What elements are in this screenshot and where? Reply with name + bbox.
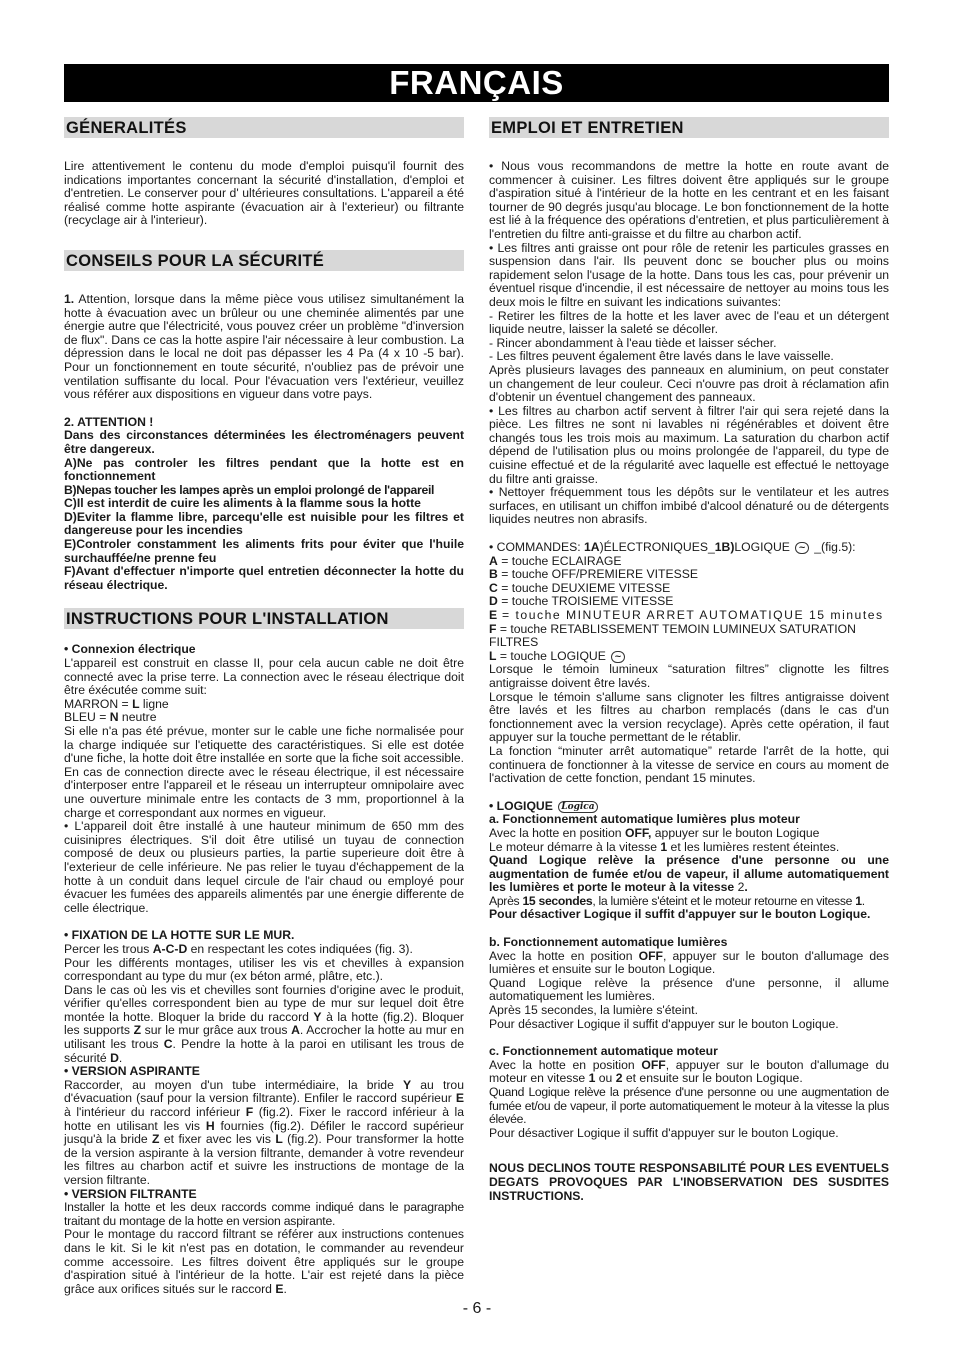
- fixation-3: [64, 984, 464, 1066]
- aspirante-6: et fixer avec les vis: [159, 1132, 276, 1147]
- aspirante-2: au trou d'évacuation (sauf pour la version filtrante). Enfiler le raccord supérieur: [64, 1077, 464, 1106]
- logique-c1-speed1: 1: [588, 1071, 596, 1086]
- section-generalites: [64, 117, 464, 228]
- securite-p1-text: Attention, lorsque dans la même pièce vous utilisez simultanément la hotte à évacuation avec un brûleur ou une cheminée alimentés par une énergie autre que l'électricité, vous pouvez créer un problème "d'inversion de flux". Dans ce cas la hotte aspire l'air nécessaire à leur combustion. La dépression dans le local ne doit pas dépasser les 4 Pa (4 x 10 -5 bar). Pour un fonctionnement en toute sécurité, n'oubliez pas de prévoir une ventilation suffisante du local. Pour l'évacuation vers l'extérieur, veuillez vous référer aux dispositions en vigueur dans votre pays.: [64, 291, 464, 402]
- wire-marron-label: MARRON =: [64, 696, 133, 711]
- filtrante-2-end: .: [283, 1281, 287, 1296]
- logique-a2-c: et les lumières restent éteintes.: [667, 839, 840, 854]
- aspirante-f: F: [245, 1105, 254, 1120]
- logique-b1: [489, 950, 889, 977]
- securite-p2-a: A)Ne pas controler les filtres pendant que la hotte est en fonctionnement: [64, 455, 464, 484]
- touche-d-desc: = touche TROISIEME VITESSE: [497, 594, 674, 609]
- logique-a3-end: .: [744, 880, 748, 895]
- page-number: - 6 -: [462, 1300, 492, 1317]
- commandes-label: • COMMANDES:: [489, 540, 585, 555]
- commandes-logique: LOGIQUE: [734, 540, 794, 555]
- logique-title: [489, 800, 889, 814]
- aspirante-z: Z: [152, 1132, 160, 1147]
- commandes-1b: 1B): [714, 540, 735, 555]
- section-installation: [64, 608, 464, 1296]
- aspirante-l: L: [275, 1132, 283, 1147]
- logique-b1-a: Avec la hotte en position: [489, 948, 639, 963]
- logique-c1-speed2: 2: [615, 1071, 623, 1086]
- filtrante-2-e: E: [275, 1281, 284, 1296]
- fixation-1-c: en respectant les cotes indiquées (fig. 3).: [187, 941, 413, 956]
- logique-title-text: • LOGIQUE: [489, 798, 557, 813]
- logique-a4-a: Après: [489, 893, 523, 908]
- securite-p2-title: 2. ATTENTION !: [64, 414, 154, 429]
- generalites-text: Lire attentivement le contenu du mode d'emploi puisqu'il fournit des indications importantes concernant la sécurité d'installation, d'emploi et d'entretien. Le conserver pour d' ultérieures consultations. L'appareil a été réalisé comme hotte aspirante (évacuation air à l'exterieur) ou filtrante (recyclage air à l'interieur).: [64, 159, 464, 228]
- disclaimer: NOUS DECLINOS TOUTE RESPONSABILITÉ POUR LES EVENTUELS DEGATS PROVOQUES PAR L'INOBSERVATION DES SUSDITES INSTRUCTIONS.: [489, 1161, 889, 1203]
- wire-bleu-desc: neutre: [118, 710, 157, 725]
- connexion-text2: Si elle n'a pas été prévue, monter sur le cable une fiche normalisée pour la charge indiquée sur l'etiquette des caractéristiques. Si elle est dotée d'une fiche, la hotte doit être installée en sorte que la fiche soit accessible. En cas de connection directe avec le réseau électrique, il est nécessaire d'interposer entre l'appareil et le réseau un interrupteur omnipolaire avec une ouverture minimale entre les contacts de 3 mm, proportionnel à la charge et correspondant aux normes en vigueur.: [64, 724, 465, 820]
- logique-c2: Quand Logique relève la présence d'une personne ou une augmentation de fumée et/ou de vapeur, il porte automatiquement le moteur à la vitesse la plus élevée.: [489, 1085, 889, 1127]
- fixation-3-aa: A: [291, 1023, 300, 1038]
- emploi-5: - Les filtres peuvent également être lavés dans le lave vaisselle.: [489, 349, 834, 364]
- emploi-8: • Nettoyer fréquemment tous les dépôts sur le ventilateur et les autres surfaces, en utilisant un chiffon imbibé d'alcool dénaturé ou de détergents liquides neutres non abrasifs.: [489, 485, 889, 527]
- logique-a4: [489, 895, 889, 909]
- emploi-4: - Rincer abondamment à l'eau tiède et laisser sécher.: [489, 335, 777, 350]
- wire-bleu-letter: N: [109, 710, 119, 725]
- securite-p2-c: C)Il est interdit de cuire les aliments à la flamme sous la hotte: [64, 496, 421, 511]
- securite-p2-e: E)Controler constamment les aliments frits pour éviter que l'huile surchauffée/ne prenne feu: [64, 537, 464, 565]
- logique-a2: [489, 841, 889, 855]
- logique-a1-off: OFF,: [624, 825, 652, 840]
- logique-c1-off: OFF: [641, 1057, 666, 1072]
- logique-b4: Pour désactiver Logique il suffit d'appuyer sur le bouton Logique.: [489, 1016, 839, 1031]
- logica-icon: Logica: [558, 801, 597, 813]
- securite-p2-b: B)Nepas toucher les lampes après un emploi prolongé de l'appareil: [64, 482, 435, 497]
- logique-a-title: a. Fonctionnement automatique lumières plus moteur: [489, 812, 800, 827]
- aspirante-y: Y: [403, 1077, 412, 1092]
- left-column: [64, 117, 464, 1296]
- logique-c-title: c. Fonctionnement automatique moteur: [489, 1044, 718, 1059]
- securite-p2-f: F)Avant d'effectuer n'importe quel entretien déconnecter la hotte du réseau électrique.: [64, 564, 464, 592]
- securite-p1-num: 1.: [64, 291, 75, 306]
- emploi-6: Après plusieurs lavages des panneaux en aluminium, on peut constater un changement de leur couleur. Ceci n'ouvre pas droit à réclamation afin d'obtenir un éventuel changement des panneaux.: [489, 362, 889, 405]
- heading-securite: CONSEILS POUR LA SÉCURITÉ: [64, 250, 464, 271]
- fixation-3-b: à la hotte (fig.2). Bloquer les supports: [64, 1009, 464, 1038]
- fixation-3-a: Dans le cas où les vis et chevilles sont fournies d'origine avec le produit, vérifier qu'elles correspondent bien au type de mur sur lequel doit être montée la hotte. Bloquer la bride du raccord: [64, 982, 464, 1024]
- touche-f-letter: F: [489, 621, 497, 636]
- logique-b1-off: OFF: [638, 948, 663, 963]
- touche-e-letter: E: [489, 608, 498, 622]
- logique-b-title: b. Fonctionnement automatique lumières: [489, 935, 728, 950]
- logique-c1-c: , appuyer sur le bouton d'allumage du moteur en vitesse: [489, 1057, 889, 1086]
- fixation-1-a: Percer les trous: [64, 941, 153, 956]
- aspirante-title: • VERSION ASPIRANTE: [64, 1064, 200, 1079]
- logique-c1-g: et ensuite sur le bouton Logique.: [622, 1071, 803, 1086]
- logique-a4-end: .: [861, 893, 865, 908]
- touche-e-desc: = touche MINUTEUR ARRET AUTOMATIQUE 15 minutes: [497, 608, 884, 622]
- touche-a: [489, 555, 889, 569]
- logique-c3: Pour désactiver Logique il suffit d'appuyer sur le bouton Logique.: [489, 1125, 839, 1140]
- logique-a4-seconds: 15 secondes: [522, 893, 593, 908]
- logique-a1: [489, 827, 889, 841]
- logique-c1-ou: ou: [595, 1071, 616, 1086]
- aspirante-4: (fig.2). Fixer le raccord inférieur à la hotte en utilisant les vis: [64, 1105, 464, 1133]
- section-emploi: [489, 117, 889, 1203]
- logique-b2: Quand Logique relève la présence d'une personne, il allume automatiquement les lumières.: [489, 975, 889, 1004]
- wire-marron-letter: L: [132, 696, 140, 711]
- aspirante-e: E: [455, 1091, 464, 1106]
- fixation-3-d: . Accrocher la hotte au mur en utilisant les trous: [64, 1023, 464, 1052]
- touche-f: [489, 623, 889, 650]
- aspirante-7: (fig.2). Pour transformer la hotte de la version aspirante à la version filtrante, demander à votre revendeur les filtres au charbon actif et suivre les instructions de montage de la version filtrante.: [64, 1132, 464, 1187]
- touche-b-letter: B: [489, 567, 498, 582]
- temoin-3: La fonction “minuter arrêt automatique” retarde l'arrêt de la hotte, qui continuera de fonctionner à la vitesse de service en cours au moment de l'activation de cette fonction, pendant 15 minutes.: [489, 743, 889, 786]
- commandes-fig: _(fig.5):: [810, 540, 856, 555]
- touche-a-desc: = touche ECLAIRAGE: [497, 553, 622, 568]
- fixation-title: • FIXATION DE LA HOTTE SUR LE MUR.: [64, 928, 295, 943]
- fixation-3-z: Z: [133, 1023, 142, 1038]
- touche-a-letter: A: [489, 553, 498, 568]
- commandes-title: [489, 541, 889, 555]
- fixation-1-b: A-C-D: [152, 941, 188, 956]
- wire-bleu-label: BLEU =: [64, 710, 110, 725]
- logique-a3-speed: 2: [737, 880, 745, 895]
- touche-d-letter: D: [489, 594, 498, 609]
- heading-generalites: GÉNERALITÉS: [64, 117, 464, 138]
- connexion-text3: • L'appareil doit être installé à une hauteur minimum de 650 mm des cuisinipres électriques. S'il doit être utilisé un tuyau de connection composé de deux ou plusieurs parties, la partie superieure doit être à l'exterieur de celle inférieure. Ne pas relier le tuyau d'échappement de la hotte à un conduit dans lequel circule de l'air chaud ou employé pour évacuer les fumées des appareils alimentés par une énergie differente de celle électrique.: [64, 819, 464, 915]
- aspirante-h: H: [205, 1118, 215, 1133]
- logique-a3: [489, 854, 889, 895]
- emploi-7: • Les filtres au charbon actif servent à filtrer l'air qui sera rejeté dans la pièce. Les filtres ne sont ni lavables ni régénérables et doivent être changés tous les trois mois au maximum. La saturation du charbon actif dépend de l'utilisation plus ou moins prolongée de l'appareil, du type de cuisine effectué et de la régularité avec laquelle est effectué le nettoyage du filtre anti graisse.: [489, 403, 889, 486]
- logique-a1-c: appuyer sur le bouton Logique: [651, 825, 820, 840]
- wire-bleu: [64, 711, 464, 725]
- emploi-1: • Nous vous recommandons de mettre la hotte en route avant de commencer à cuisiner. Les filtres doivent être appliqués sur le groupe d'aspiration situé à l'intérieur de la hotte en les centrant et en les faisant tourner de 90 degrés jusqu'au blocage. Le bon fonctionnement de la hotte est lié à la fréquence des opérations d'entretien, et plus particulièrement à l'entretien du filtre anti-graisse et du filtre au charbon actif.: [489, 159, 889, 241]
- right-column: [489, 117, 889, 1203]
- filtrante-title: • VERSION FILTRANTE: [64, 1186, 197, 1201]
- fixation-3-e: . Pendre la hotte à la paroi en utilisant les trous de sécurité: [64, 1037, 464, 1065]
- fixation-3-cc: C: [163, 1037, 173, 1052]
- touche-l-letter: L: [489, 648, 497, 663]
- securite-p2-intro: Dans des circonstances déterminées les électroménagers peuvent être dangereux.: [64, 428, 464, 456]
- touche-d: [489, 595, 889, 609]
- logique-a2-a: Le moteur démarre à la vitesse: [489, 839, 661, 854]
- commandes-1a: 1A: [584, 540, 600, 555]
- commandes-electroniques: )ÉLECTRONIQUES_: [599, 540, 715, 555]
- fixation-3-dd: D: [110, 1050, 119, 1065]
- logica-icon: ~: [795, 542, 809, 554]
- filtrante-2: [64, 1228, 464, 1296]
- wire-marron-desc: ligne: [139, 696, 169, 711]
- wire-marron: [64, 698, 464, 712]
- aspirante-text: [64, 1079, 464, 1188]
- filtrante-2-a: Pour le montage du raccord filtrant se référer aux instructions contenues dans le kit. Si le kit n'est pas en dotation, le commander au revendeur comme accessoire. Les filtres doivent être appliqués sur le groupe d'aspiration situé à l'intérieur de la hotte. L'air est rejeté dans la pièce grâce aux orifices situés sur le raccord: [64, 1227, 464, 1296]
- fixation-3-y: Y: [313, 1009, 322, 1024]
- touche-b-desc: = touche OFF/PREMIERE VITESSE: [497, 567, 698, 582]
- touche-c-letter: C: [489, 580, 498, 595]
- logique-c1: [489, 1059, 889, 1086]
- logique-b1-c: , appuyer sur le bouton d'allumage des lumières et ensuite sur le bouton Logique.: [489, 948, 889, 977]
- fixation-2: Pour les différents montages, utiliser les vis et chevilles à expansion correspondant au type du mur (ex béton armé, plâtre, etc.).: [64, 955, 464, 984]
- temoin-2: Lorsque le témoin s'allume sans clignoter les filtres antigraisse doivent être lavés et les filtres au charbon remplacés (dans le cas d'un fonctionnement avec la version recyclage). Après cette opération, il faut appuyer sur la touche permettant de le rétablir.: [489, 689, 889, 745]
- touche-c-desc: = touche DEUXIEME VITESSE: [497, 580, 671, 595]
- aspirante-3: à l'intérieur du raccord inférieur: [64, 1105, 246, 1120]
- securite-p1: [64, 293, 464, 402]
- logique-a4-c: , la lumière s'éteint et le moteur retourne en vitesse: [592, 893, 856, 908]
- heading-emploi: EMPLOI ET ENTRETIEN: [489, 117, 889, 138]
- touche-f-desc: = touche RETABLISSEMENT TEMOIN LUMINEUX SATURATION FILTRES: [489, 621, 856, 650]
- temoin-1: Lorsque le témoin lumineux “saturation filtres” clignotte les filtres antigraisse doivent être lavés.: [489, 662, 889, 690]
- touche-l: [489, 650, 889, 664]
- aspirante-5: fournies (fig.2). Défiler le raccord supérieur jusqu'à la bride: [64, 1118, 464, 1147]
- emploi-2: • Les filtres anti graisse ont pour rôle de retenir les particules grasses en suspension dans l'air. Ils peuvent donc se boucher plus ou moins rapidement selon l'usage de la hotte. Dans tous les cas, pour prévenir un éventuel risque d'incendie, il est nécessaire de nettoyer au moins tous les deux mois le filtre en suivant les indications suivantes:: [489, 240, 889, 309]
- fixation-1: [64, 943, 464, 957]
- touche-b: [489, 568, 889, 582]
- securite-p2-d: D)Eviter la flamme libre, parcequ'elle est nuisible pour les filtres et dangereuse pour les incendies: [64, 509, 464, 538]
- logique-a1-a: Avec la hotte en position: [489, 825, 625, 840]
- logique-a2-speed: 1: [660, 839, 668, 854]
- touche-e: [489, 609, 889, 623]
- page-banner: FRANÇAIS: [64, 64, 889, 102]
- emploi-3: - Retirer les filtres de la hotte et les laver avec de l'eau et un détergent liquide neutre, laisser la saleté se décoller.: [489, 308, 889, 337]
- heading-installation: INSTRUCTIONS POUR L'INSTALLATION: [64, 608, 464, 629]
- touche-c: [489, 582, 889, 596]
- logique-a5: Pour désactiver Logique il suffit d'appuyer sur le bouton Logique.: [489, 907, 871, 922]
- section-securite: [64, 250, 464, 592]
- logique-a3-a: Quand Logique relève la présence d'une personne ou une augmentation de fumée et/ou de vapeur, il allume automatiquement les lumières et porte le moteur à la vitesse: [489, 853, 889, 895]
- logique-c1-a: Avec la hotte en position: [489, 1057, 642, 1072]
- logique-a4-speed: 1: [855, 893, 862, 908]
- fixation-3-f: .: [118, 1050, 123, 1065]
- aspirante-1: Raccorder, au moyen d'un tube intermédiaire, la bride: [64, 1077, 403, 1092]
- fixation-3-c: sur le mur grâce aux trous: [141, 1023, 292, 1038]
- connexion-text: L'appareil est construit en classe II, pour cela aucun cable ne doit être connecté avec la prise terre. La connection avec le réseau électrique doit être éxécutée comme suit:: [64, 656, 464, 698]
- logique-b3: Après 15 secondes, la lumière s'éteint.: [489, 1003, 698, 1018]
- filtrante-1: Installer la hotte et les deux raccords comme indiqué dans le paragraphe traitant du montage de la hotte en version aspirante.: [64, 1200, 464, 1228]
- connexion-title: • Connexion électrique: [64, 642, 196, 657]
- logica-icon: ~: [611, 651, 625, 663]
- touche-l-desc: = touche LOGIQUE: [496, 648, 610, 663]
